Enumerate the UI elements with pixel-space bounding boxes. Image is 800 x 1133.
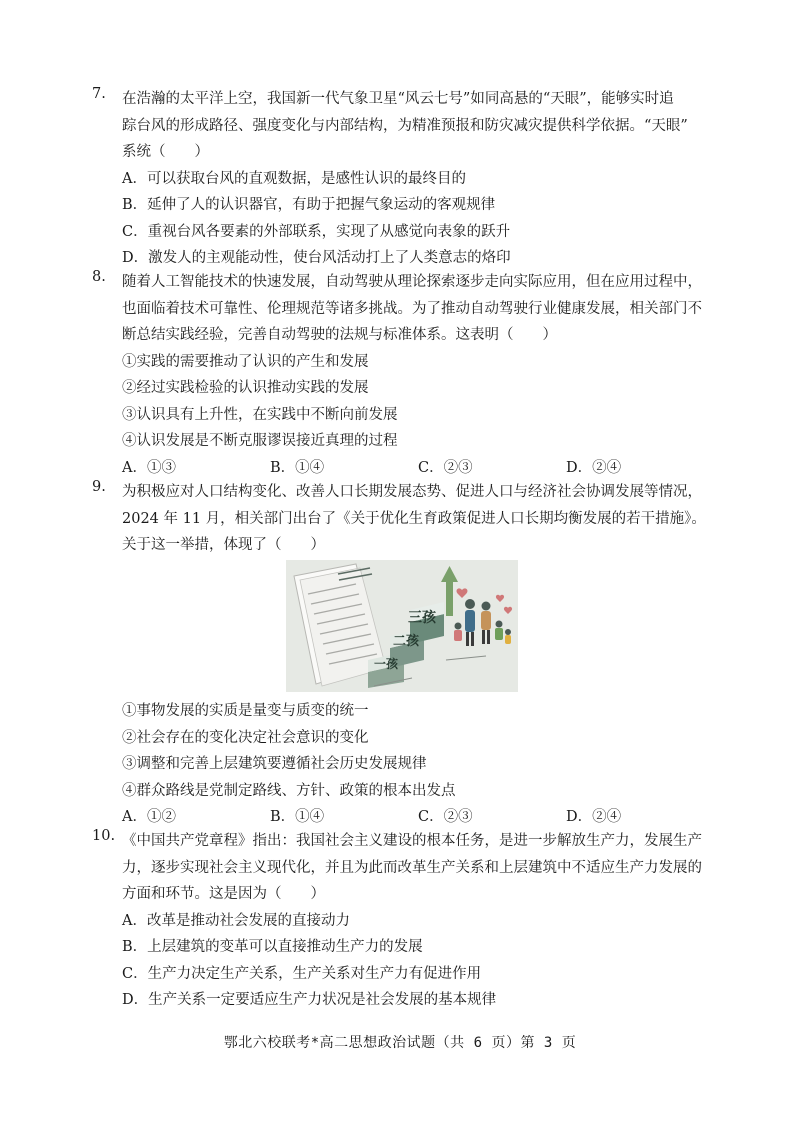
stem-line: 力，逐步实现社会主义现代化，并且为此而改革生产关系和上层建筑中不适应生产力发展的 bbox=[122, 859, 702, 876]
choice-c: C．②③ bbox=[418, 809, 473, 825]
stem-line: 《中国共产党章程》指出：我国社会主义建设的根本任务，是进一步解放生产力，发展生产 bbox=[122, 833, 702, 849]
staircase-illustration bbox=[286, 560, 518, 692]
choice-c: C．②③ bbox=[418, 459, 473, 476]
question-9-options bbox=[92, 698, 720, 830]
question-stem bbox=[122, 269, 720, 349]
stem-line: 断总结实践经验，完善自动驾驶的法规与标准体系。这表明（ ） bbox=[122, 327, 557, 343]
statement-2: ②经过实践检验的认识推动实践的发展 bbox=[122, 380, 369, 396]
choice-b: B．①④ bbox=[270, 809, 325, 825]
statement-3: ③调整和完善上层建筑要遵循社会历史发展规律 bbox=[122, 756, 427, 772]
question-number: 7. bbox=[92, 86, 106, 102]
step-label-1: 一孩 bbox=[374, 657, 399, 671]
option-d: D．激发人的主观能动性，使台风活动打上了人类意志的烙印 bbox=[122, 250, 511, 266]
stem-line: 也面临着技术可靠性、伦理规范等诸多挑战。为了推动自动驾驶行业健康发展，相关部门不 bbox=[122, 300, 702, 317]
statement-4: ④认识发展是不断克服谬误接近真理的过程 bbox=[122, 433, 398, 449]
stem-line: 在浩瀚的太平洋上空，我国新一代气象卫星“风云七号”如同高悬的“天眼”，能够实时追 bbox=[122, 91, 674, 107]
choice-d: D．②④ bbox=[566, 459, 622, 476]
question-stem bbox=[122, 479, 720, 559]
statement-4: ④群众路线是党制定路线、方针、政策的根本出发点 bbox=[122, 782, 456, 799]
option-a: A．改革是推动社会发展的直接动力 bbox=[122, 912, 350, 929]
statement-2: ②社会存在的变化决定社会意识的变化 bbox=[122, 729, 369, 746]
answer-choices bbox=[122, 455, 720, 481]
answer-choices bbox=[122, 804, 720, 830]
page-footer: 鄂北六校联考*高二思想政治试题（共 6 页）第 3 页 bbox=[223, 1035, 577, 1051]
choice-d: D．②④ bbox=[566, 809, 622, 825]
stem-line: 方面和环节。这是因为（ ） bbox=[122, 886, 325, 902]
choice-b: B．①④ bbox=[270, 459, 325, 476]
option-c: C．生产力决定生产关系，生产关系对生产力有促进作用 bbox=[122, 965, 482, 982]
question-8 bbox=[92, 269, 720, 481]
choice-a: A．①③ bbox=[122, 459, 176, 476]
stem-line: 2024 年 11 月，相关部门出台了《关于优化生育政策促进人口长期均衡发展的若干措施》。 bbox=[122, 510, 706, 527]
policy-illustration bbox=[286, 560, 518, 692]
statement-1: ①事物发展的实质是量变与质变的统一 bbox=[122, 703, 369, 719]
step-label-3: 三孩 bbox=[408, 610, 436, 626]
stem-line: 踪台风的形成路径、强度变化与内部结构，为精准预报和防灾减灾提供科学依据。“天眼” bbox=[122, 117, 688, 134]
step-label-2: 二孩 bbox=[393, 634, 420, 649]
question-9 bbox=[92, 479, 720, 559]
stem-line: 为积极应对人口结构变化、改善人口长期发展态势、促进人口与经济社会协调发展等情况， bbox=[122, 484, 702, 500]
statement-1: ①实践的需要推动了认识的产生和发展 bbox=[122, 353, 369, 370]
stem-line: 关于这一举措，体现了（ ） bbox=[122, 537, 325, 553]
option-c: C．重视台风各要素的外部联系，实现了从感觉向表象的跃升 bbox=[122, 223, 511, 240]
question-10 bbox=[92, 828, 720, 1014]
question-number: 10. bbox=[92, 828, 116, 844]
statement-3: ③认识具有上升性，在实践中不断向前发展 bbox=[122, 406, 398, 423]
stem-line: 系统（ ） bbox=[122, 144, 209, 160]
option-d: D．生产关系一定要适应生产力状况是社会发展的基本规律 bbox=[122, 992, 497, 1008]
option-a: A．可以获取台风的直观数据，是感性认识的最终目的 bbox=[122, 170, 466, 187]
option-b: B．延伸了人的认识器官，有助于把握气象运动的客观规律 bbox=[122, 197, 496, 213]
question-stem bbox=[122, 86, 720, 166]
question-7 bbox=[92, 86, 720, 272]
question-number: 8. bbox=[92, 269, 106, 285]
stem-line: 随着人工智能技术的快速发展，自动驾驶从理论探索逐步走向实际应用，但在应用过程中， bbox=[122, 274, 702, 290]
choice-a: A．①② bbox=[122, 809, 176, 825]
question-number: 9. bbox=[92, 479, 106, 495]
option-b: B．上层建筑的变革可以直接推动生产力的发展 bbox=[122, 939, 423, 955]
question-stem bbox=[122, 828, 720, 908]
